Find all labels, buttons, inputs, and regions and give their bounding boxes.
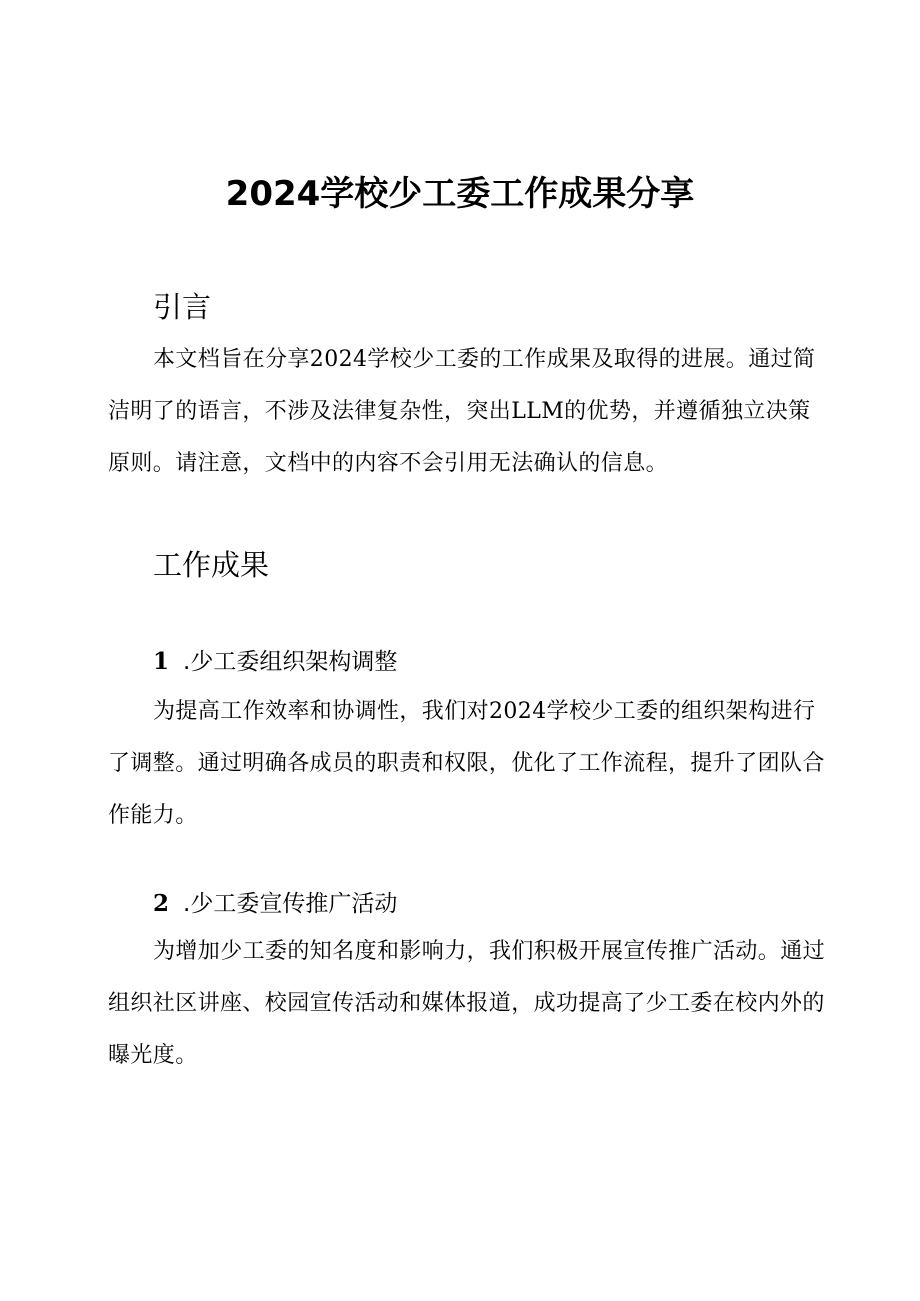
subsection-number: 2 [153,890,170,917]
subsection-paragraph-2: 为增加少工委的知名度和影响力，我们积极开展宣传推广活动。通过组织社区讲座、校园宣传活动和媒体报道，成功提高了少工委在校内外的曝光度。 [108,939,826,1068]
section-heading-intro: 引言 [153,290,212,324]
subsection-heading-2 [153,889,397,919]
subsection-number: 1 [153,648,170,675]
section-heading-results: 工作成果 [153,548,270,582]
subsection-title: .少工委组织架构调整 [183,649,398,675]
subsection-paragraph-1: 为提高工作效率和协调性，我们对2024学校少工委的组织架构进行了调整。通过明确各成员的职责和权限，优化了工作流程，提升了团队合作能力。 [108,699,825,828]
subsection-title: .少工委宣传推广活动 [183,891,398,917]
subsection-heading-1 [153,647,397,677]
intro-paragraph: 本文档旨在分享2024学校少工委的工作成果及取得的进展。通过简洁明了的语言，不涉及法律复杂性，突出LLM的优势，并遵循独立决策原则。请注意，文档中的内容不会引用无法确认的信息。 [108,347,816,476]
document-title: 2024学校少工委工作成果分享 [225,174,695,214]
